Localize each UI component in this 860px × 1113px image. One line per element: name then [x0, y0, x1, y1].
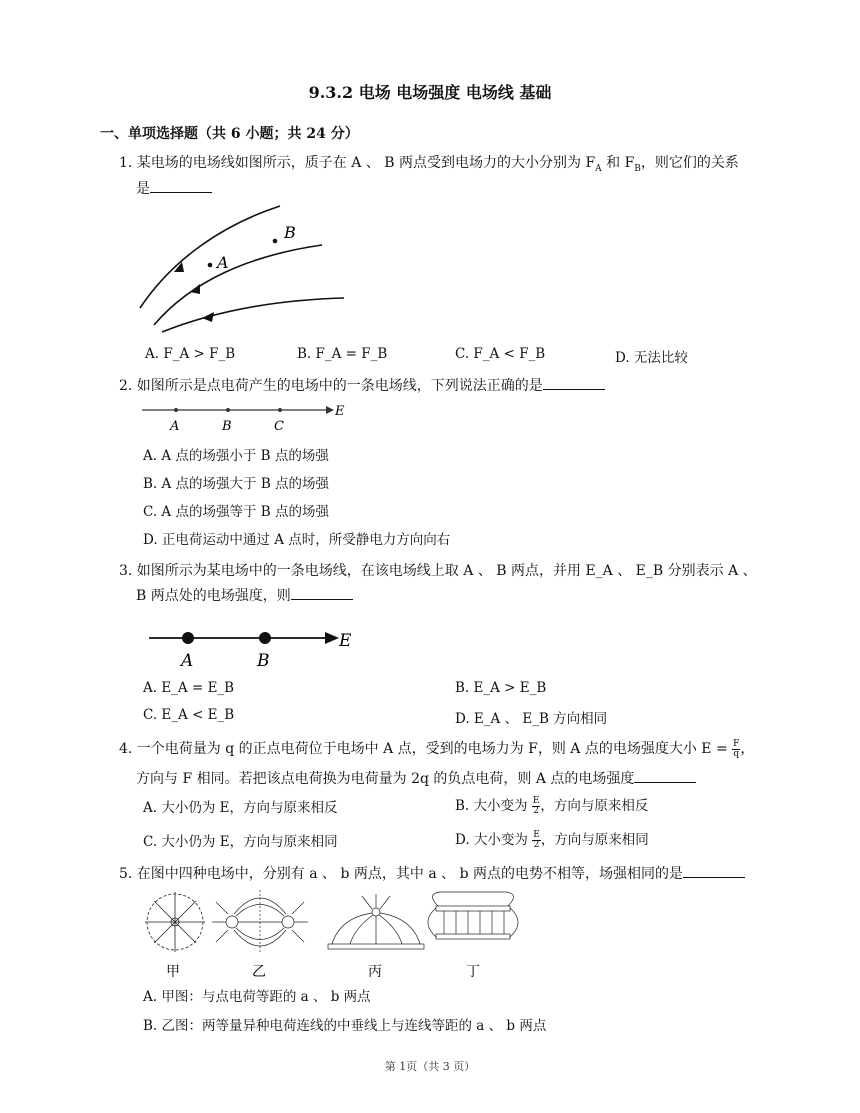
q1-field-lines-figure [132, 200, 352, 340]
q1-fig-label-a: A [217, 253, 229, 272]
q3-fig-label-e: E [339, 631, 352, 651]
q3-option-c[interactable]: C. E_A < E_B [143, 707, 235, 723]
q2-fig-label-c: C [274, 419, 284, 434]
q4-stem-line2: 方向与 F 相同。若把该点电荷换为电荷量为 2q 的负点电荷，则 A 点的电场强度 [136, 768, 696, 788]
fig-caption-yi: 乙 [252, 964, 266, 980]
q5-four-fields-figure [140, 888, 530, 980]
fig-caption-bing: 丙 [368, 964, 382, 980]
q1-option-a[interactable]: A. F_A > F_B [145, 346, 236, 362]
q4-option-c[interactable]: C. 大小仍为 E，方向与原来相同 [143, 834, 338, 850]
q3-field-line-figure [145, 624, 355, 670]
answer-blank [683, 865, 745, 878]
fig-ding-parallel-plates [428, 892, 518, 939]
page-footer: 第 1页（共 3 页） [384, 1060, 476, 1073]
q3-option-d[interactable]: D. E_A 、 E_B 方向相同 [455, 711, 608, 727]
q1-fig-label-b: B [284, 223, 296, 242]
q4-stem-line1: 4. 一个电荷量为 q 的正点电荷位于电场中 A 点，受到的电场力为 F，则 A 点的电场强度大小 E = $\frac{F}{q}$ ， [119, 738, 755, 759]
q3-option-b[interactable]: B. E_A > E_B [455, 680, 547, 696]
q4-fraction-f-over-q: $\frac{F}{q}$ [733, 738, 740, 759]
fig-jia-point-charge [145, 892, 205, 952]
q2-fig-label-e: E [335, 404, 345, 419]
q3-fig-label-a: A [181, 651, 194, 670]
page-title: 9.3.2 电场 电场强度 电场线 基础 [308, 83, 552, 102]
answer-blank [634, 770, 696, 783]
q3-stem-line1: 3. 如图所示为某电场中的一条电场线，在该电场线上取 A 、 B 两点，并用 E_A 、 E_B 分别表示 A 、 [119, 563, 757, 579]
answer-blank [543, 377, 605, 390]
q5-stem: 5. 在图中四种电场中，分别有 a 、 b 两点，其中 a 、 b 两点的电势不相等，场强相同的是 [119, 863, 745, 883]
q4-option-d[interactable]: D. 大小变为 $\frac{E}{2}$ ，方向与原来相同 [455, 830, 649, 850]
fig-caption-jia: 甲 [166, 964, 180, 980]
q4-option-b[interactable]: B. 大小变为 $\frac{E}{2}$ ，方向与原来相反 [455, 796, 649, 816]
q1-option-d[interactable]: D. 无法比较 [615, 350, 688, 366]
section-heading: 一、单项选择题（共 6 小题；共 24 分） [100, 126, 359, 142]
q2-field-line-figure [140, 398, 350, 434]
q2-option-b[interactable]: B. A 点的场强大于 B 点的场强 [143, 476, 330, 492]
q3-fig-label-b: B [257, 651, 270, 670]
q5-option-a[interactable]: A. 甲图：与点电荷等距的 a 、 b 两点 [143, 989, 371, 1005]
q3-option-a[interactable]: A. E_A = E_B [143, 680, 235, 696]
q2-option-a[interactable]: A. A 点的场强小于 B 点的场强 [143, 448, 329, 464]
q2-stem: 2. 如图所示是点电荷产生的电场中的一条电场线，下列说法正确的是 [119, 375, 605, 395]
q2-fig-label-b: B [222, 419, 232, 434]
q1-option-c[interactable]: C. F_A < F_B [455, 346, 546, 362]
q1-option-b[interactable]: B. F_A = F_B [297, 346, 388, 362]
q3-stem-line2: B 两点处的电场强度，则 [136, 585, 353, 605]
answer-blank [150, 180, 212, 193]
answer-blank [291, 587, 353, 600]
q1-stem-line2: 是 [136, 178, 212, 198]
fig-bing-charge-plate [328, 894, 424, 949]
q1-stem-line1: 1. 某电场的电场线如图所示，质子在 A 、 B 两点受到电场力的大小分别为 $F_A$ 和 $F_B$，则它们的关系 [119, 155, 739, 174]
q2-option-c[interactable]: C. A 点的场强等于 B 点的场强 [143, 504, 329, 520]
q4-option-a[interactable]: A. 大小仍为 E，方向与原来相反 [143, 800, 338, 816]
q2-fig-label-a: A [170, 419, 180, 434]
fig-caption-ding: 丁 [466, 964, 480, 980]
q5-option-b[interactable]: B. 乙图：两等量异种电荷连线的中垂线上与连线等距的 a 、 b 两点 [143, 1018, 547, 1034]
fig-yi-dipole [212, 890, 308, 954]
q2-option-d[interactable]: D. 正电荷运动中通过 A 点时，所受静电力方向向右 [143, 532, 451, 548]
